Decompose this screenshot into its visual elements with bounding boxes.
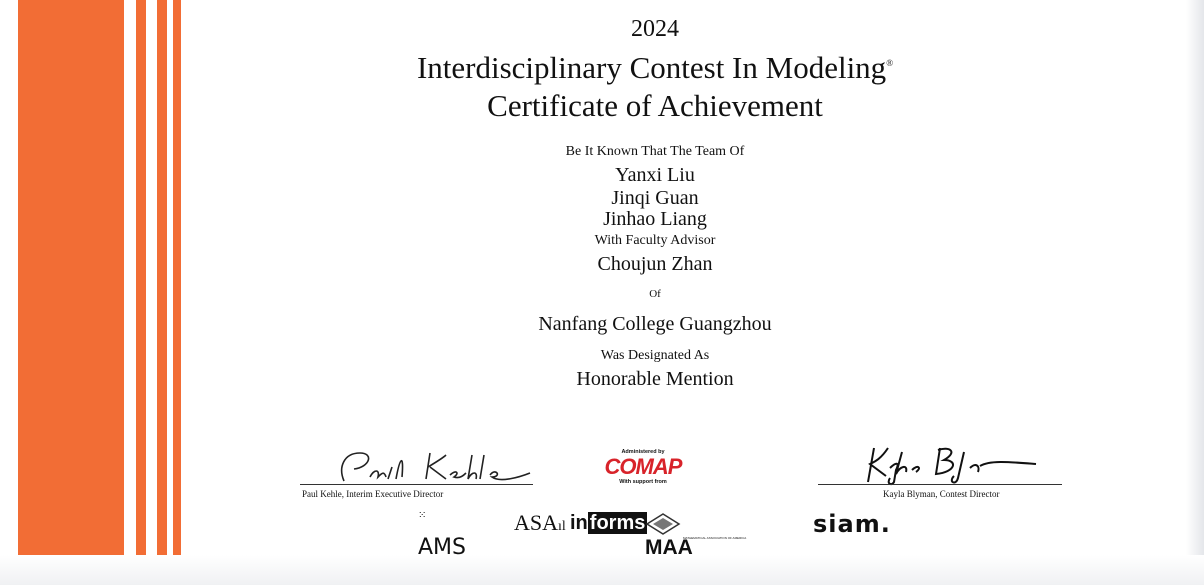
left-signature [330, 447, 540, 487]
team-member: Yanxi Liu [615, 164, 695, 186]
siam-logo: siam. [813, 510, 891, 538]
registered-mark: ® [886, 58, 894, 68]
maa-wordmark: MAA [645, 536, 693, 560]
certificate-title: Certificate of Achievement [487, 88, 823, 123]
right-signatory-caption: Kayla Blyman, Contest Director [883, 489, 1000, 499]
informs-wordmark-b: forms [589, 512, 646, 534]
maa-logo [645, 512, 747, 560]
page-edge-shadow [0, 555, 1204, 585]
right-signature-line [818, 484, 1062, 485]
maa-diamond-icon [645, 512, 681, 536]
asa-logo [514, 510, 566, 536]
institution-name: Nanfang College Guangzhou [538, 313, 772, 335]
asa-bars-icon: ıl [558, 519, 566, 534]
left-signatory-caption: Paul Kehle, Interim Executive Director [302, 489, 444, 499]
support-label: With support from [619, 479, 667, 485]
team-member: Jinqi Guan [611, 187, 699, 209]
right-signature [840, 442, 1040, 486]
advisor-label: With Faculty Advisor [594, 233, 716, 248]
advisor-name: Choujun Zhan [597, 253, 713, 275]
of-label: Of [649, 288, 661, 300]
award-title: Honorable Mention [576, 368, 734, 390]
contest-title-text: Interdisciplinary Contest In Modeling [416, 50, 887, 85]
ams-dots-icon: ⁙ [418, 510, 427, 521]
informs-wordmark-a: in [570, 512, 588, 534]
team-member: Jinhao Liang [603, 208, 707, 230]
contest-name [0, 50, 1204, 86]
asa-wordmark: ASA [514, 510, 559, 535]
maa-subtitle: MATHEMATICAL ASSOCIATION OF AMERICA [683, 536, 747, 540]
administered-by-label: Administered by [621, 449, 665, 455]
informs-logo [570, 512, 647, 535]
comap-logo [598, 449, 688, 511]
certificate-year: 2024 [631, 16, 679, 42]
ams-wordmark: AMS [418, 535, 466, 560]
designated-label: Was Designated As [600, 348, 710, 363]
intro-text: Be It Known That The Team Of [565, 144, 745, 159]
comap-wordmark: COMAP [604, 454, 682, 479]
left-signature-line [300, 484, 533, 485]
ams-logo [418, 510, 466, 560]
